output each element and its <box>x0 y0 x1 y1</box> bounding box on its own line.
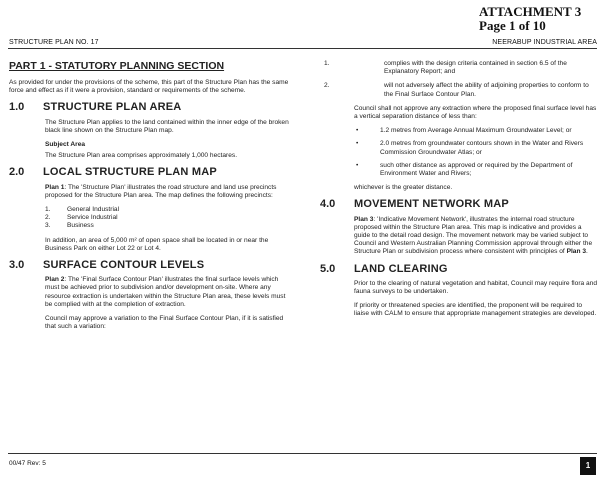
intro-paragraph: As provided for under the provisions of the scheme, this part of the Structure Plan has the same force and effect as if it were a provision, standard or requirements of the scheme. <box>9 79 289 95</box>
variation-list <box>320 60 598 99</box>
section-heading-2 <box>9 166 292 179</box>
bullet: • <box>356 127 359 135</box>
bullet: • <box>356 140 359 148</box>
paragraph: Prior to the clearing of natural vegetation and habitat, Council may require flora and fauna surveys to be undertaken. <box>354 279 598 296</box>
paragraph-text: . <box>586 248 588 256</box>
list-text: Service Industrial <box>67 214 118 222</box>
list-item <box>354 140 598 156</box>
section-body-4 <box>354 216 598 257</box>
list-text: will not adversely affect the ability of adjoining properties to conform to the Final Surface Contour Plan. <box>384 82 589 98</box>
plan-ref: Plan 1 <box>45 183 65 191</box>
list-item <box>45 206 292 214</box>
list-text: such other distance as approved or required by the Department of Environment Water and Rivers; <box>380 161 573 178</box>
list-item <box>45 222 292 230</box>
right-upper <box>324 60 598 192</box>
list-item <box>320 82 598 98</box>
attachment-title: ATTACHMENT 3 <box>479 4 582 19</box>
list-item <box>354 127 598 135</box>
left-column <box>9 60 292 337</box>
part-title: PART 1 - STATUTORY PLANNING SECTION <box>9 60 225 72</box>
header-rule <box>8 48 597 49</box>
paragraph: Council may approve a variation to the Final Surface Contour Plan, if it is satisfied that such a variation: <box>45 315 284 331</box>
section-heading-3 <box>9 259 292 272</box>
list-text: 1.2 metres from Average Annual Maximum Groundwater Level; or <box>380 127 572 135</box>
paragraph: whichever is the greater distance. <box>354 184 453 192</box>
page-number-badge: 1 <box>580 457 596 475</box>
paragraph: Council shall not approve any extraction where the proposed final surface level has a vertical separation distance of less than: <box>354 104 597 121</box>
separation-list <box>354 127 598 178</box>
section-title: STRUCTURE PLAN AREA <box>43 101 182 114</box>
section-body-1 <box>45 119 292 161</box>
right-column <box>320 60 598 325</box>
attachment-label <box>479 5 581 33</box>
list-text: Business <box>67 222 94 230</box>
bullet: • <box>356 161 359 169</box>
precinct-list <box>45 206 292 231</box>
section-title: SURFACE CONTOUR LEVELS <box>43 259 205 272</box>
list-text: 2.0 metres from groundwater contours shown in the Water and Rivers Commission Groundwater Atlas; or <box>380 140 584 156</box>
section-heading-4 <box>320 198 598 211</box>
section-number: 3.0 <box>9 259 25 272</box>
section-body-2 <box>45 184 292 253</box>
paragraph-text: : The 'Final Surface Contour Plan' illustrates the final surface levels which must be achieved prior to subdivision and/or development on-site. Where any resource extraction is undertaken within the Structure Plan area, these levels must be complied with at the completion of extraction. <box>45 276 286 308</box>
header-right: NEERABUP INDUSTRIAL AREA <box>492 39 597 46</box>
list-text: complies with the design criteria contained in section 6.5 of the Explanatory Report; and <box>384 60 567 76</box>
subheading: Subject Area <box>45 141 86 149</box>
paragraph <box>45 184 292 200</box>
section-title: LAND CLEARING <box>354 262 448 275</box>
section-title: LOCAL STRUCTURE PLAN MAP <box>43 166 217 179</box>
paragraph: In addition, an area of 5,000 m² of open space shall be located in or near the Business Park on either Lot 22 or Lot 4. <box>45 236 269 252</box>
plan-ref: Plan 3 <box>354 215 374 223</box>
paragraph <box>45 276 292 309</box>
list-item <box>320 60 598 76</box>
section-title: MOVEMENT NETWORK MAP <box>354 198 509 211</box>
paragraph: The Structure Plan area comprises approximately 1,000 hectares. <box>45 152 238 160</box>
section-number: 1.0 <box>9 101 25 114</box>
paragraph-text: : The 'Structure Plan' illustrates the road structure and land use precincts proposed for the Structure Plan area. The map defines the following precincts: <box>45 183 277 199</box>
list-number: 3. <box>45 222 51 230</box>
paragraph: The Structure Plan applies to the land contained within the inner edge of the broken black line shown on the Structure Plan map. <box>45 118 289 134</box>
list-number: 2. <box>324 82 330 90</box>
section-body-3 <box>45 276 292 331</box>
list-text: General Industrial <box>67 206 120 214</box>
document-code: 00/47 Rev: 5 <box>9 460 46 467</box>
list-number: 1. <box>324 60 330 67</box>
section-heading-5 <box>320 262 598 275</box>
section-number: 2.0 <box>9 166 25 179</box>
list-item <box>45 214 292 222</box>
list-item <box>354 162 598 178</box>
plan-ref: Plan 2 <box>45 276 65 284</box>
section-number: 4.0 <box>320 198 336 211</box>
attachment-page: Page 1 of 10 <box>479 18 546 33</box>
list-number: 1. <box>45 206 51 214</box>
section-heading-1 <box>9 101 292 114</box>
paragraph: If priority or threatened species are identified, the proponent will be required to liaise with CALM to ensure that appropriate management strategies are developed. <box>354 302 597 318</box>
footer-rule <box>8 453 597 454</box>
section-body-5 <box>354 280 598 319</box>
plan-ref: Plan 3 <box>566 248 587 256</box>
header-left: STRUCTURE PLAN NO. 17 <box>9 39 99 46</box>
list-number: 2. <box>45 214 51 222</box>
section-number: 5.0 <box>320 262 336 275</box>
paragraph <box>354 216 598 257</box>
paragraph-text: : 'Indicative Movement Network', illustrates the internal road structure proposed within the Structure Plan area. This map is indicative and provides a guide to the detail road design. The movement network may be varied subject to Council and Western Australian Planning Commission approval through either the Structure Plan or subdivision process where consistent with principles of <box>354 215 593 256</box>
